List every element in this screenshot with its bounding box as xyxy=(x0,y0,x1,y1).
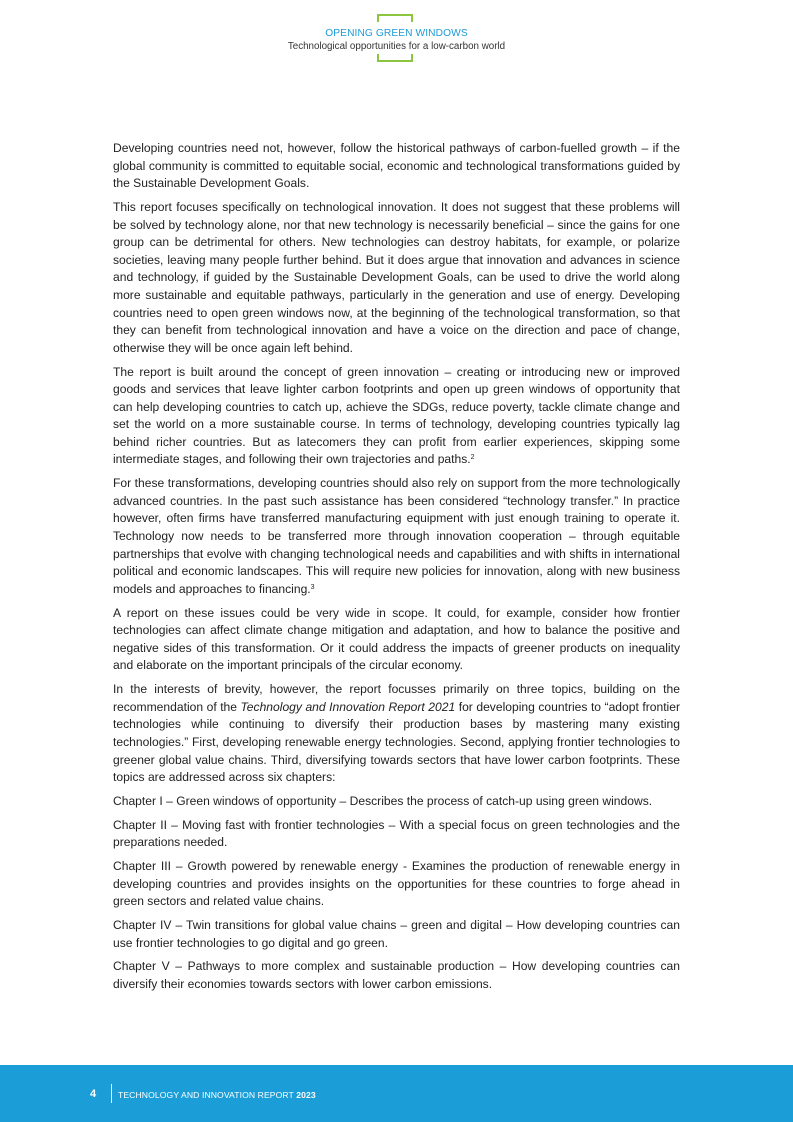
chapter-5-summary: Chapter V – Pathways to more complex and sustainable production – How developing countries can diversify their economies towards sectors with lower carbon emissions. xyxy=(113,959,680,991)
paragraph-2: This report focuses specifically on technological innovation. It does not suggest that these problems will be solved by technology alone, nor that new technology is necessarily beneficial – since the gains for one group can be detrimental for others. New technologies can destroy habitats, for example, or polarize societies, leaving many people further behind. But it does argue that innovation and advances in science and technology, if guided by the Sustainable Development Goals, can be used to drive the world along more sustainable and equitable pathways, particularly in the generation and use of energy. Developing countries need to open green windows now, at the beginning of the technological transformation, so that they can benefit from technological innovation and have a voice on the direction and pace of change, otherwise they will be once again left behind. xyxy=(113,199,680,355)
paragraph-6 xyxy=(113,681,680,787)
chapter-4-summary: Chapter IV – Twin transitions for global value chains – green and digital – How developing countries can use frontier technologies to go digital and go green. xyxy=(113,918,680,950)
paragraph-1: Developing countries need not, however, follow the historical pathways of carbon-fuelled growth – if the global community is committed to equitable social, economic and technological transformations guided by the Sustainable Development Goals. xyxy=(113,141,680,191)
paragraph-3 xyxy=(113,364,680,470)
page-number: 4 xyxy=(90,1088,97,1100)
header-subtitle: Technological opportunities for a low-carbon world xyxy=(287,41,506,52)
chapter-1-summary: Chapter I – Green windows of opportunity – Describes the process of catch-up using green windows. xyxy=(113,793,653,808)
paragraph-6-text-a: In the interests of brevity, however, the report focusses primarily on three topics, building on the recommendation of the xyxy=(113,682,680,714)
paragraph-4 xyxy=(113,475,680,598)
header-bracket-top xyxy=(377,14,413,22)
header-bracket-bottom xyxy=(377,54,413,62)
footer-divider xyxy=(111,1084,112,1103)
report-citation: Technology and Innovation Report 2021 xyxy=(240,699,456,714)
paragraph-5: A report on these issues could be very wide in scope. It could, for example, consider how frontier technologies can affect climate change mitigation and adaptation, and how to balance the positive and negative sides of this transformation. Or it could address the impacts of greener products on inequality and elaborate on the important principals of the circular economy. xyxy=(113,605,680,673)
paragraph-6-text-b: for developing countries to “adopt frontier technologies while continuing to diversify their production bases by mastering many existing technologies.” First, developing renewable energy technologies. Second, applying frontier technologies to greener global value chains. Third, diversifying towards sectors that have lower carbon footprints. These topics are addressed across six chapters: xyxy=(113,699,680,785)
footer-report-title: TECHNOLOGY AND INNOVATION REPORT xyxy=(118,1090,297,1100)
paragraph-3-text: The report is built around the concept of green innovation – creating or introducing new or improved goods and services that leave lighter carbon footprints and open up green windows of opportunity that can help developing countries to catch up, achieve the SDGs, reduce poverty, tackle climate change and set the world on a more sustainable course. In terms of technology, developing countries typically lag behind richer countries. But as latecomers they can profit from earlier experiences, skipping some intermediate stages, and following their own trajectories and paths. xyxy=(113,364,680,467)
footer-report-label xyxy=(118,1090,316,1100)
header-title: OPENING GREEN WINDOWS xyxy=(325,28,468,39)
footnote-ref-3: 3 xyxy=(310,583,315,591)
page-footer xyxy=(0,1065,793,1122)
footnote-ref-2: 2 xyxy=(470,454,475,462)
paragraph-4-text: For these transformations, developing countries should also rely on support from the more technologically advanced countries. In the past such assistance has been considered “technology transfer.” In practice however, often firms have transferred manufacturing equipment with just enough training to operate it. Technology now needs to be transferred more through innovation cooperation – through equitable partnerships that evolve with changing technological needs and capabilities and with shifts in international political and economic landscapes. This will require new policies for innovation, along with new business models and approaches to financing. xyxy=(113,476,680,596)
body-text xyxy=(113,140,680,1000)
chapter-2-summary: Chapter II – Moving fast with frontier technologies – With a special focus on green technologies and the preparations needed. xyxy=(113,817,680,850)
chapter-3-summary: Chapter III – Growth powered by renewable energy - Examines the production of renewable energy in developing countries and provides insights on the opportunities for these countries to forge ahead in green sectors and related value chains. xyxy=(113,859,680,909)
footer-report-year: 2023 xyxy=(296,1090,316,1100)
running-header xyxy=(0,14,793,64)
